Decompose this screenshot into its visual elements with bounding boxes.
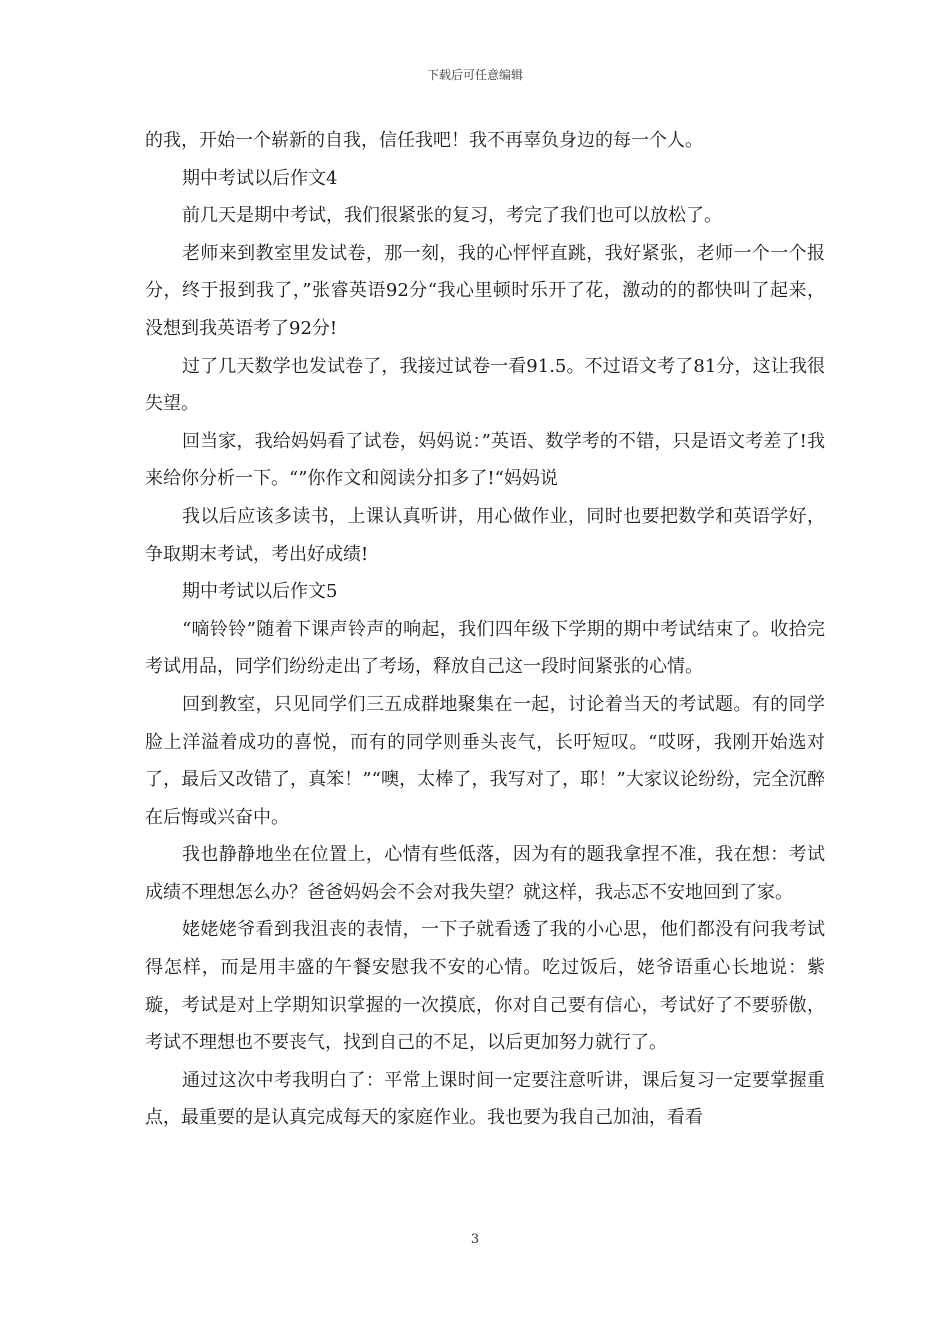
- paragraph: 通过这次中考我明白了：平常上课时间一定要注意听讲，课后复习一定要掌握重点，最重要的是认真完成每天的家庭作业。我也要为我自己加油，看看: [145, 1069, 825, 1129]
- paragraph: 回到教室，只见同学们三五成群地聚集在一起，讨论着当天的考试题。有的同学脸上洋溢着成功的喜悦，而有的同学则垂头丧气，长吁短叹。“哎呀，我刚开始选对了，最后又改错了，真笨！”“噢，太棒了，我写对了，耶！”大家议论纷纷，完全沉醉在后悔或兴奋中。: [145, 693, 825, 828]
- paragraph: 回当家，我给妈妈看了试卷，妈妈说：”英语、数学考的不错，只是语文考差了!我来给你分析一下。“”你作文和阅读分扣多了!“妈妈说: [145, 430, 825, 490]
- paragraph: 我以后应该多读书，上课认真听讲，用心做作业，同时也要把数学和英语学好，争取期末考试，考出好成绩!: [145, 505, 825, 565]
- paragraph: 过了几天数学也发试卷了，我接过试卷一看91.5。不过语文考了81分，这让我很失望。: [145, 355, 825, 415]
- document-body: [145, 122, 825, 1137]
- section-heading: 期中考试以后作文5: [182, 581, 338, 603]
- section-heading: 期中考试以后作文4: [182, 167, 338, 189]
- paragraph: “嘀铃铃”随着下课声铃声的响起，我们四年级下学期的期中考试结束了。收拾完考试用品，同学们纷纷走出了考场，释放自己这一段时间紧张的心情。: [145, 618, 825, 678]
- paragraph: 的我，开始一个崭新的自我，信任我吧！我不再辜负身边的每一个人。: [145, 130, 703, 151]
- page-header: 下载后可任意编辑: [426, 68, 523, 82]
- paragraph: 前几天是期中考试，我们很紧张的复习，考完了我们也可以放松了。: [182, 205, 722, 227]
- page-number: 3: [470, 1232, 480, 1247]
- paragraph: 姥姥姥爷看到我沮丧的表情，一下子就看透了我的小心思，他们都没有问我考试得怎样，而是用丰盛的午餐安慰我不安的心情。吃过饭后，姥爷语重心长地说：紫璇，考试是对上学期知识掌握的一次摸底，你对自己要有信心，考试好了不要骄傲，考试不理想也不要丧气，找到自己的不足，以后更加努力就行了。: [145, 919, 825, 1054]
- paragraph: 我也静静地坐在位置上，心情有些低落，因为有的题我拿捏不准，我在想：考试成绩不理想怎么办？爸爸妈妈会不会对我失望？就这样，我忐忑不安地回到了家。: [145, 844, 825, 903]
- paragraph: 老师来到教室里发试卷，那一刻，我的心怦怦直跳，我好紧张，老师一个一个报分，终于报到我了，”张睿英语92分“我心里顿时乐开了花，激动的的都快叫了起来，没想到我英语考了92分!: [145, 242, 825, 339]
